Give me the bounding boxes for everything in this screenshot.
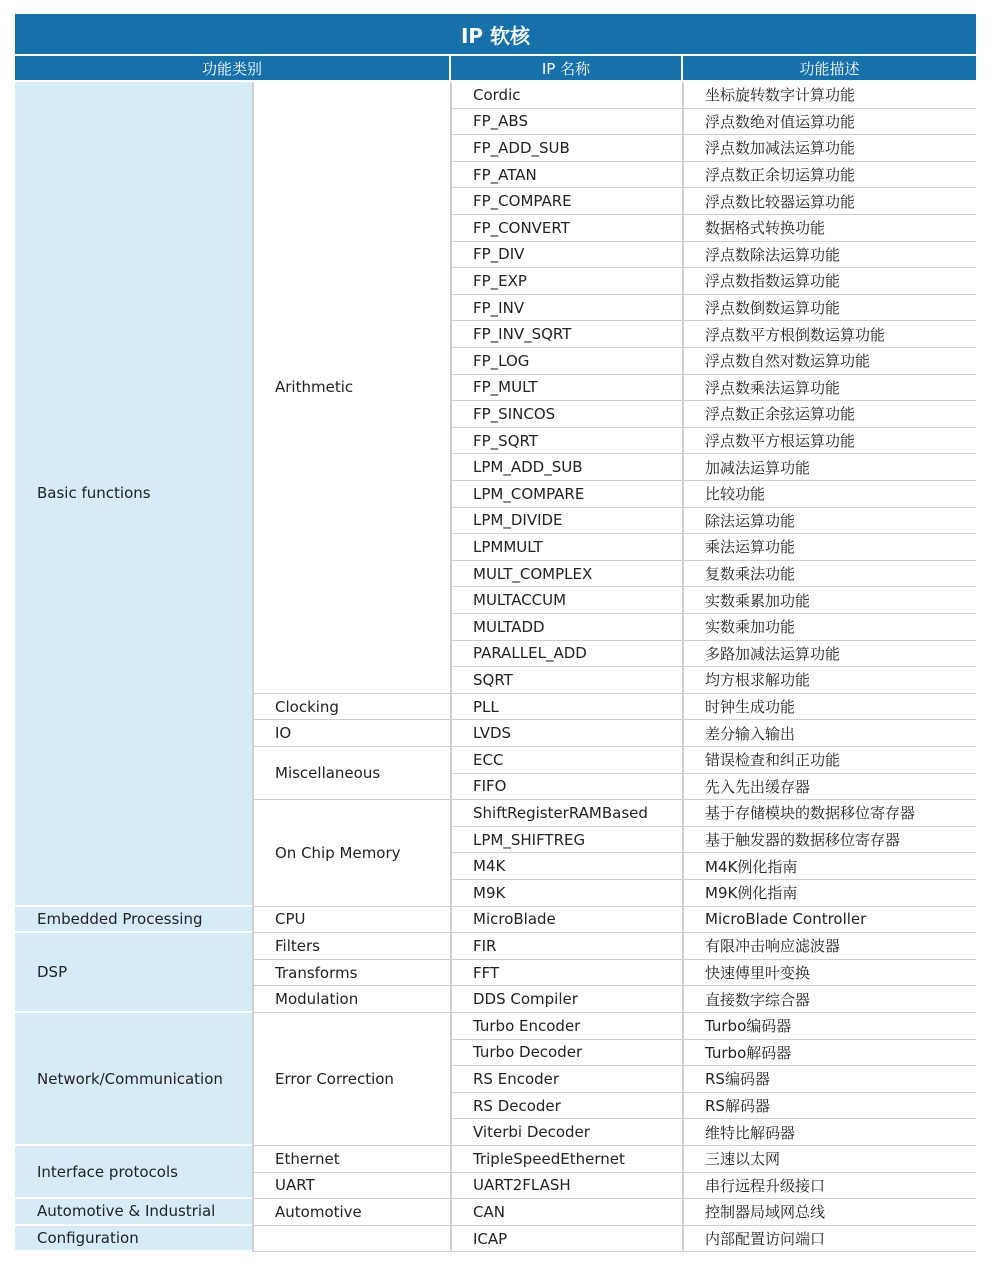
ip-name-cell: FP_SINCOS — [451, 401, 683, 428]
description-cell: 浮点数加减法运算功能 — [683, 135, 976, 162]
ip-name-cell: FP_SQRT — [451, 428, 683, 455]
subcategory-cell: Filters — [253, 933, 451, 960]
header-description: 功能描述 — [683, 56, 976, 80]
description-cell: 数据格式转换功能 — [683, 215, 976, 242]
ip-name-cell: RS Decoder — [451, 1093, 683, 1120]
description-cell: 浮点数平方根运算功能 — [683, 428, 976, 455]
ip-name-cell: LPM_COMPARE — [451, 481, 683, 508]
ip-name-cell: LPMMULT — [451, 534, 683, 561]
ip-name-cell: LPM_DIVIDE — [451, 508, 683, 535]
ip-name-cell: Cordic — [451, 82, 683, 109]
category-cell: Interface protocols — [15, 1146, 253, 1199]
subcategory-cell — [253, 1226, 451, 1253]
ip-name-cell: MULTACCUM — [451, 587, 683, 614]
subcategory-cell: UART — [253, 1173, 451, 1200]
description-cell: 浮点数自然对数运算功能 — [683, 348, 976, 375]
description-cell: 多路加减法运算功能 — [683, 641, 976, 668]
ip-name-cell: FFT — [451, 960, 683, 987]
ip-name-cell: FP_MULT — [451, 375, 683, 402]
description-cell: 直接数字综合器 — [683, 986, 976, 1013]
ip-name-cell: Turbo Decoder — [451, 1040, 683, 1067]
ip-name-cell: MicroBlade — [451, 907, 683, 934]
description-cell: 复数乘法功能 — [683, 561, 976, 588]
subcategory-cell: Clocking — [253, 694, 451, 721]
ip-name-cell: DDS Compiler — [451, 986, 683, 1013]
ip-name-cell: SQRT — [451, 667, 683, 694]
description-cell: 浮点数乘法运算功能 — [683, 375, 976, 402]
ip-name-cell: Turbo Encoder — [451, 1013, 683, 1040]
ip-name-cell: FP_ABS — [451, 109, 683, 136]
ip-name-cell: FP_ATAN — [451, 162, 683, 189]
description-cell: 错误检查和纠正功能 — [683, 747, 976, 774]
description-cell: 加减法运算功能 — [683, 454, 976, 481]
header-category: 功能类别 — [15, 56, 449, 80]
subcategory-cell: Error Correction — [253, 1013, 451, 1146]
description-cell: 内部配置访问端口 — [683, 1226, 976, 1253]
category-cell: Basic functions — [15, 82, 253, 907]
ip-name-cell: M4K — [451, 853, 683, 880]
subcategory-cell: Ethernet — [253, 1146, 451, 1173]
description-cell: RS编码器 — [683, 1066, 976, 1093]
description-cell: M4K例化指南 — [683, 853, 976, 880]
ip-name-cell: RS Encoder — [451, 1066, 683, 1093]
ip-name-cell: MULTADD — [451, 614, 683, 641]
subcategory-cell: Arithmetic — [253, 82, 451, 694]
ip-name-cell: LPM_SHIFTREG — [451, 827, 683, 854]
description-cell: 浮点数指数运算功能 — [683, 268, 976, 295]
description-cell: 串行远程升级接口 — [683, 1173, 976, 1200]
description-cell: 浮点数正余弦运算功能 — [683, 401, 976, 428]
description-cell: 坐标旋转数字计算功能 — [683, 82, 976, 109]
category-cell: Automotive & Industrial — [15, 1199, 253, 1226]
description-cell: 浮点数除法运算功能 — [683, 242, 976, 269]
table-title: IP 软核 — [15, 14, 976, 54]
description-cell: Turbo编码器 — [683, 1013, 976, 1040]
column-divider — [682, 82, 684, 1252]
ip-name-cell: PLL — [451, 694, 683, 721]
ip-name-cell: FP_COMPARE — [451, 188, 683, 215]
ip-name-cell: FIFO — [451, 774, 683, 801]
description-cell: 浮点数比较器运算功能 — [683, 188, 976, 215]
description-cell: 三速以太网 — [683, 1146, 976, 1173]
subcategory-cell: Miscellaneous — [253, 747, 451, 800]
column-divider — [252, 82, 254, 1252]
category-cell: Embedded Processing — [15, 907, 253, 934]
subcategory-cell: Modulation — [253, 986, 451, 1013]
description-cell: 实数乘加功能 — [683, 614, 976, 641]
ip-name-cell: TripleSpeedEthernet — [451, 1146, 683, 1173]
ip-name-cell: FP_EXP — [451, 268, 683, 295]
description-cell: RS解码器 — [683, 1093, 976, 1120]
ip-name-cell: PARALLEL_ADD — [451, 641, 683, 668]
ip-name-cell: M9K — [451, 880, 683, 907]
description-cell: 浮点数正余切运算功能 — [683, 162, 976, 189]
category-cell: DSP — [15, 933, 253, 1013]
description-cell: 除法运算功能 — [683, 508, 976, 535]
ip-name-cell: FP_INV — [451, 295, 683, 322]
description-cell: 浮点数平方根倒数运算功能 — [683, 321, 976, 348]
description-cell: 均方根求解功能 — [683, 667, 976, 694]
subcategory-cell: Automotive — [253, 1199, 451, 1226]
ip-name-cell: LPM_ADD_SUB — [451, 454, 683, 481]
description-cell: Turbo解码器 — [683, 1040, 976, 1067]
ip-name-cell: ICAP — [451, 1226, 683, 1253]
category-cell: Configuration — [15, 1226, 253, 1253]
description-cell: 快速傅里叶变换 — [683, 960, 976, 987]
description-cell: 时钟生成功能 — [683, 694, 976, 721]
description-cell: 浮点数倒数运算功能 — [683, 295, 976, 322]
ip-name-cell: FP_LOG — [451, 348, 683, 375]
subcategory-cell: CPU — [253, 907, 451, 934]
subcategory-cell: On Chip Memory — [253, 800, 451, 906]
description-cell: 有限冲击响应滤波器 — [683, 933, 976, 960]
ip-name-cell: Viterbi Decoder — [451, 1119, 683, 1146]
description-cell: 基于存储模块的数据移位寄存器 — [683, 800, 976, 827]
ip-name-cell: UART2FLASH — [451, 1173, 683, 1200]
subcategory-cell: IO — [253, 720, 451, 747]
description-cell: 比较功能 — [683, 481, 976, 508]
ip-name-cell: FP_ADD_SUB — [451, 135, 683, 162]
ip-name-cell: MULT_COMPLEX — [451, 561, 683, 588]
ip-name-cell: LVDS — [451, 720, 683, 747]
description-cell: 维特比解码器 — [683, 1119, 976, 1146]
ip-name-cell: FIR — [451, 933, 683, 960]
description-cell: M9K例化指南 — [683, 880, 976, 907]
description-cell: 乘法运算功能 — [683, 534, 976, 561]
ip-name-cell: FP_CONVERT — [451, 215, 683, 242]
category-cell: Network/Communication — [15, 1013, 253, 1146]
description-cell: 差分输入输出 — [683, 720, 976, 747]
ip-name-cell: FP_INV_SQRT — [451, 321, 683, 348]
description-cell: 先入先出缓存器 — [683, 774, 976, 801]
description-cell: 实数乘累加功能 — [683, 587, 976, 614]
description-cell: 控制器局域网总线 — [683, 1199, 976, 1226]
ip-name-cell: ShiftRegisterRAMBased — [451, 800, 683, 827]
subcategory-cell: Transforms — [253, 960, 451, 987]
description-cell: 浮点数绝对值运算功能 — [683, 109, 976, 136]
description-cell: MicroBlade Controller — [683, 907, 976, 934]
header-ip-name: IP 名称 — [451, 56, 681, 80]
ip-name-cell: ECC — [451, 747, 683, 774]
column-divider — [450, 82, 452, 1252]
ip-name-cell: CAN — [451, 1199, 683, 1226]
ip-name-cell: FP_DIV — [451, 242, 683, 269]
description-cell: 基于触发器的数据移位寄存器 — [683, 827, 976, 854]
